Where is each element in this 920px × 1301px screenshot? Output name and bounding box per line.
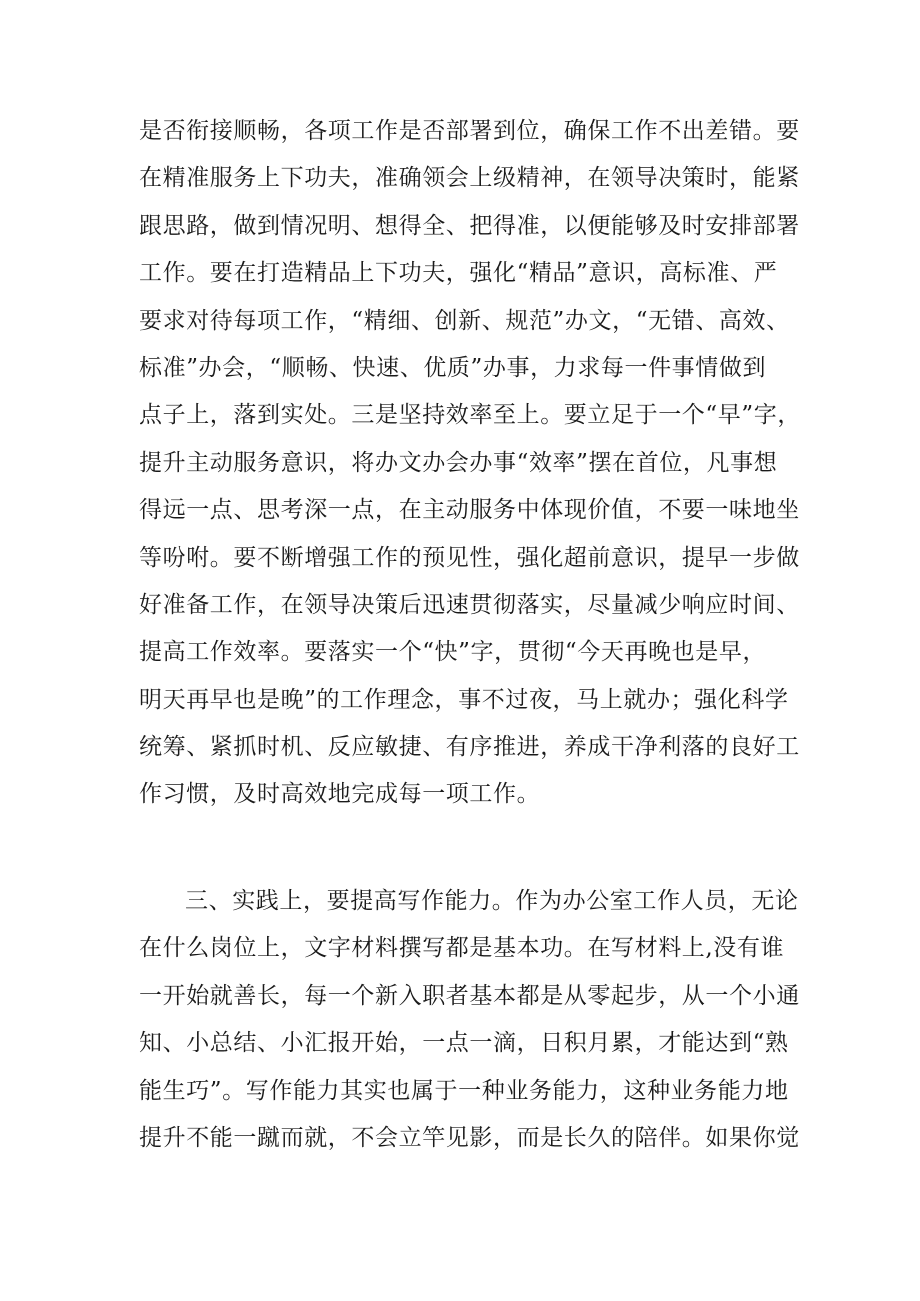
text-line: 工作。要在打造精品上下功夫，强化“精品”意识，高标准、严 (139, 260, 778, 287)
paragraph-section-three (139, 878, 799, 1162)
text-line: 作习惯，及时高效地完成每一项工作。 (139, 781, 541, 808)
text-line: 能生巧”。写作能力其实也属于一种业务能力，这种业务能力地 (139, 1077, 789, 1104)
text-line: 提高工作效率。要落实一个“快”字，贯彻“今天再晚也是早， (139, 639, 767, 666)
text-line: 一开始就善长，每一个新入职者基本都是从零起步，从一个小通 (139, 982, 800, 1009)
text-line: 明天再早也是晚”的工作理念，事不过夜，马上就办；强化科学 (139, 686, 789, 713)
text-line: 跟思路，做到情况明、想得全、把得准，以便能够及时安排部署 (139, 212, 800, 239)
paragraph-continuation (139, 108, 799, 819)
text-line: 提升不能一蹴而就，不会立竿见影，而是长久的陪伴。如果你觉 (139, 1124, 800, 1151)
text-line: 好准备工作，在领导决策后迅速贯彻落实，尽量减少响应时间、 (139, 591, 800, 618)
text-line: 知、小总结、小汇报开始，一点一滴，日积月累，才能达到“熟 (139, 1030, 789, 1057)
text-line: 得远一点、思考深一点，在主动服务中体现价值，不要一味地坐 (139, 497, 800, 524)
text-line: 统筹、紧抓时机、反应敏捷、有序推进，养成干净利落的良好工 (139, 734, 800, 761)
text-line: 提升主动服务意识，将办文办会办事“效率”摆在首位，凡事想 (139, 449, 778, 476)
text-line: 点子上，落到实处。三是坚持效率至上。要立足于一个“早”字， (139, 402, 801, 429)
text-line: 标准”办会，“顺畅、快速、优质”办事，力求每一件事情做到 (139, 354, 767, 381)
text-line: 在精准服务上下功夫，准确领会上级精神，在领导决策时，能紧 (139, 165, 800, 192)
text-line: 要求对待每项工作，“精细、创新、规范”办文，“无错、高效、 (139, 307, 790, 334)
text-line: 三、实践上，要提高写作能力。作为办公室工作人员，无论 (185, 888, 799, 914)
text-line: 等吩咐。要不断增强工作的预见性，强化超前意识，提早一步做 (139, 544, 800, 571)
text-line: 是否衔接顺畅，各项工作是否部署到位，确保工作不出差错。要 (139, 118, 800, 144)
text-line: 在什么岗位上，文字材料撰写都是基本功。在写材料上,没有谁 (139, 935, 785, 962)
